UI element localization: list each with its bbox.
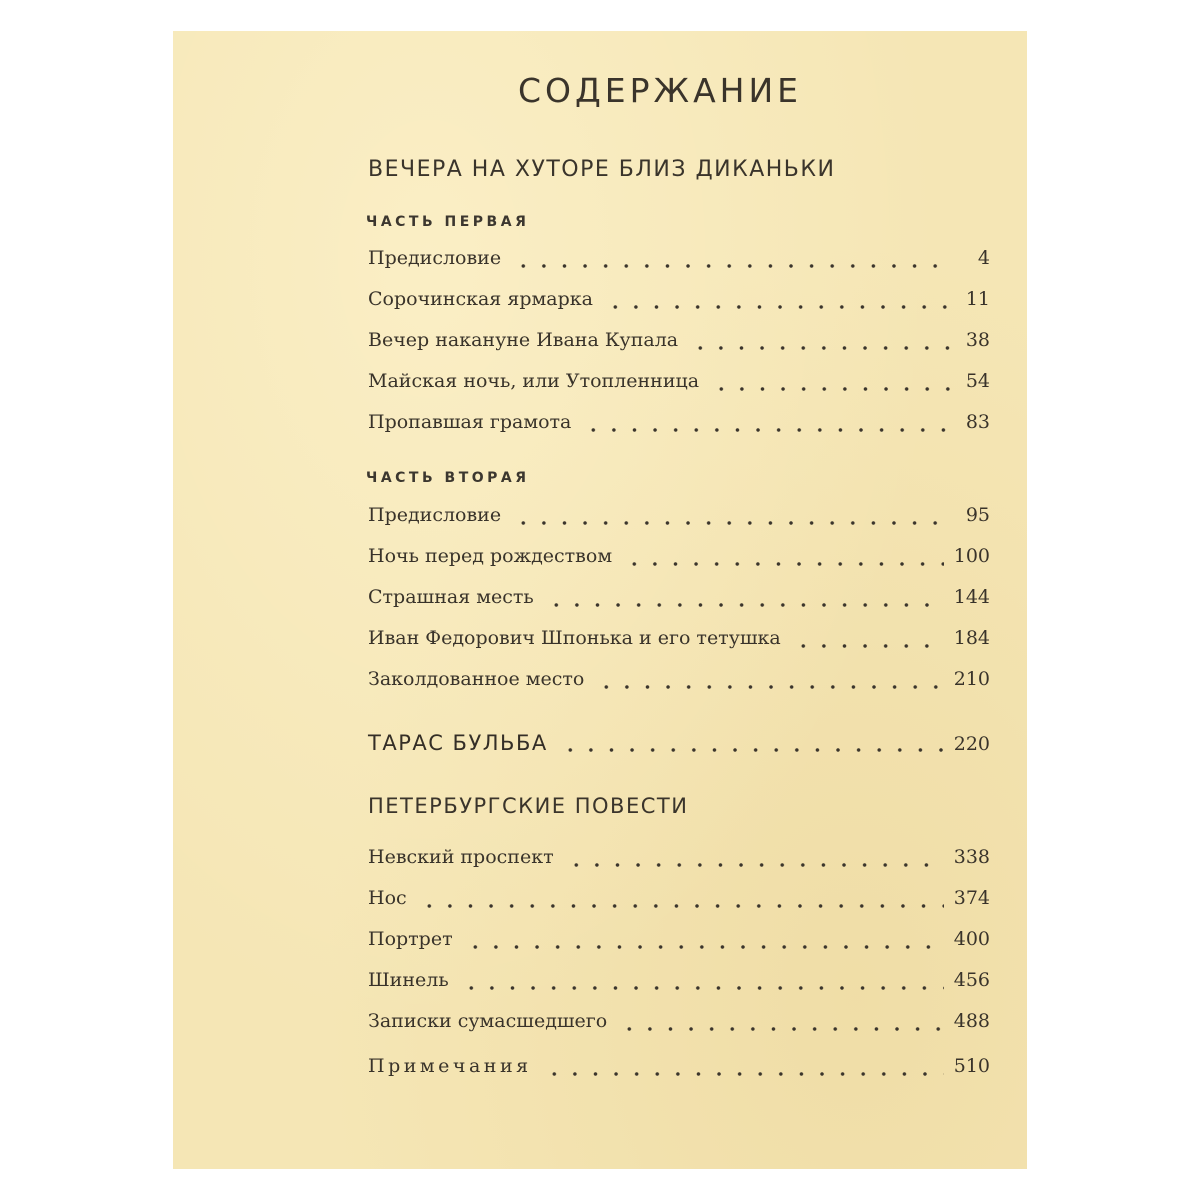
entry-title: Сорочинская ярмарка	[368, 288, 593, 310]
entry-page: 374	[953, 887, 990, 909]
dot-leader	[583, 428, 950, 432]
dot-leader	[624, 562, 944, 566]
entry-title: Предисловие	[368, 504, 502, 526]
toc-entry	[368, 411, 990, 439]
part-one-label: ЧАСТЬ ПЕРВАЯ	[366, 214, 530, 230]
toc-entry	[368, 504, 990, 532]
dot-leader	[596, 685, 943, 689]
section-heading-petersburg: ПЕТЕРБУРГСКИЕ ПОВЕСТИ	[368, 794, 689, 818]
entry-page: 11	[965, 288, 990, 310]
entry-page: 210	[953, 668, 990, 690]
toc-entry	[368, 370, 990, 398]
entry-title: Предисловие	[368, 247, 502, 269]
entry-title: ТАРАС БУЛЬБА	[368, 731, 548, 755]
entry-title: Шинель	[368, 969, 449, 991]
toc-entry	[368, 1010, 990, 1038]
dot-leader	[513, 264, 950, 268]
toc-entry	[368, 928, 990, 956]
toc-entry-taras-bulba	[368, 731, 990, 759]
dot-leader	[544, 1072, 944, 1076]
entry-page: 54	[965, 370, 990, 392]
dot-leader	[566, 863, 944, 867]
toc-entry	[368, 846, 990, 874]
section-heading-evenings: ВЕЧЕРА НА ХУТОРЕ БЛИЗ ДИКАНЬКИ	[368, 157, 836, 182]
dot-leader	[546, 603, 944, 607]
entry-title: Иван Федорович Шпонька и его тетушка	[368, 627, 781, 649]
toc-entry-notes	[368, 1055, 990, 1083]
entry-page: 510	[953, 1055, 990, 1077]
toc-entry	[368, 288, 990, 316]
toc-entry	[368, 586, 990, 614]
toc-entry	[368, 329, 990, 357]
dot-leader	[690, 346, 950, 350]
entry-page: 220	[953, 733, 990, 755]
book-page	[173, 31, 1027, 1169]
entry-title: Портрет	[368, 928, 453, 950]
entry-page: 38	[965, 329, 990, 351]
entry-title: Нос	[368, 887, 407, 909]
toc-entry	[368, 627, 990, 655]
entry-title: Записки сумасшедшего	[368, 1010, 608, 1032]
toc-entry	[368, 545, 990, 573]
entry-title: Майская ночь, или Утопленница	[368, 370, 700, 392]
toc-entry	[368, 887, 990, 915]
entry-page: 95	[965, 504, 990, 526]
entry-page: 488	[953, 1010, 990, 1032]
entry-title: Примечания	[368, 1055, 532, 1077]
entry-page: 100	[953, 545, 990, 567]
dot-leader	[711, 387, 950, 391]
entry-title: Страшная месть	[368, 586, 534, 608]
page-title: СОДЕРЖАНИЕ	[518, 71, 803, 110]
dot-leader	[560, 748, 944, 752]
entry-title: Пропавшая грамота	[368, 411, 572, 433]
toc-entry	[368, 668, 990, 696]
dot-leader	[461, 986, 944, 990]
dot-leader	[419, 904, 944, 908]
toc-entry	[368, 247, 990, 275]
entry-page: 400	[953, 928, 990, 950]
entry-page: 184	[953, 627, 990, 649]
entry-title: Заколдованное место	[368, 668, 585, 690]
entry-page: 144	[953, 586, 990, 608]
entry-page: 338	[953, 846, 990, 868]
entry-page: 456	[953, 969, 990, 991]
toc-entry	[368, 969, 990, 997]
dot-leader	[793, 644, 944, 648]
entry-title: Невский проспект	[368, 846, 554, 868]
entry-page: 4	[977, 247, 990, 269]
dot-leader	[605, 305, 950, 309]
entry-page: 83	[965, 411, 990, 433]
dot-leader	[513, 521, 950, 525]
dot-leader	[465, 945, 944, 949]
entry-title: Ночь перед рождеством	[368, 545, 613, 567]
dot-leader	[619, 1027, 944, 1031]
part-two-label: ЧАСТЬ ВТОРАЯ	[366, 470, 530, 486]
entry-title: Вечер накануне Ивана Купала	[368, 329, 679, 351]
